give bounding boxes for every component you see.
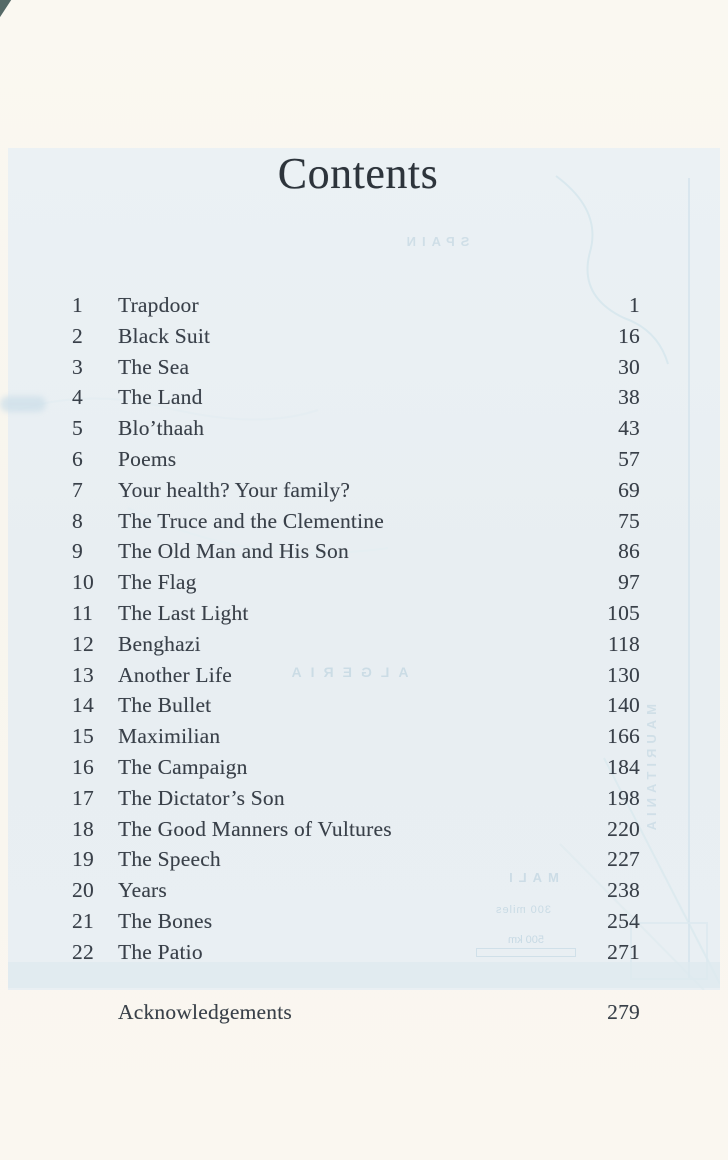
toc-row	[72, 444, 640, 475]
map-scale-km-label: 500 km	[507, 934, 545, 946]
toc-row	[72, 536, 640, 567]
page-title: Contents	[277, 149, 439, 198]
chapter-number: 21	[72, 908, 94, 933]
chapter-number: 5	[72, 416, 83, 441]
map-label-mauritania: MAURITANIA	[644, 704, 659, 836]
scan-corner-artifact	[0, 0, 14, 29]
chapter-page-number: 97	[618, 570, 640, 595]
chapter-title: The Flag	[118, 570, 197, 595]
chapter-number: 8	[72, 508, 83, 533]
chapter-number: 6	[72, 446, 83, 471]
toc-list	[72, 290, 640, 968]
chapter-page-number: 198	[607, 785, 640, 810]
chapter-title: The Sea	[118, 354, 190, 379]
chapter-page-number: 140	[607, 693, 640, 718]
chapter-number: 4	[72, 385, 83, 410]
chapter-title: Black Suit	[118, 323, 211, 348]
chapter-number: 1	[72, 293, 83, 317]
chapter-number: 17	[72, 785, 94, 810]
chapter-title: The Land	[118, 385, 203, 410]
chapter-number: 11	[72, 600, 94, 625]
map-label-mali: MALI	[503, 870, 559, 885]
chapter-title: The Speech	[118, 847, 221, 872]
left-edge-showthrough-smudge	[0, 396, 46, 412]
chapter-number: 16	[72, 754, 94, 779]
toc-row	[72, 906, 640, 937]
chapter-page-number: 57	[618, 446, 640, 471]
chapter-page-number: 30	[618, 354, 640, 379]
chapter-number: 19	[72, 847, 94, 872]
chapter-title: The Truce and the Clementine	[118, 508, 384, 533]
chapter-page-number: 16	[618, 323, 640, 348]
chapter-number: 22	[72, 939, 94, 964]
chapter-number: 2	[72, 323, 83, 348]
chapter-title: The Bones	[118, 908, 213, 933]
toc-row	[72, 629, 640, 660]
toc-row	[72, 321, 640, 352]
chapter-title: The Good Manners of Vultures	[118, 816, 392, 841]
toc-row	[72, 783, 640, 814]
chapter-page-number: 1	[629, 293, 640, 317]
chapter-page-number: 220	[607, 816, 640, 841]
chapter-page-number: 118	[607, 631, 640, 656]
toc-row	[72, 690, 640, 721]
chapter-number: 14	[72, 693, 94, 718]
chapter-number: 20	[72, 878, 94, 903]
chapter-title: The Last Light	[118, 600, 249, 625]
toc-row	[72, 290, 640, 321]
toc-row	[72, 752, 640, 783]
toc-row	[72, 413, 640, 444]
map-label-spain: SPAIN	[400, 234, 470, 249]
chapter-page-number: 105	[607, 600, 640, 625]
chapter-title: Another Life	[118, 662, 233, 687]
chapter-title: The Campaign	[118, 754, 248, 779]
back-matter-row	[72, 997, 640, 1028]
back-matter-list	[72, 997, 640, 1028]
chapter-title: The Patio	[118, 939, 203, 964]
toc-row	[72, 875, 640, 906]
toc-row	[72, 598, 640, 629]
chapter-page-number: 166	[607, 724, 640, 749]
toc-row	[72, 660, 640, 691]
map-label-algeria: ALGERIA	[282, 664, 409, 680]
chapter-page-number: 184	[607, 754, 640, 779]
chapter-title: Poems	[118, 446, 177, 471]
chapter-title: Years	[118, 878, 167, 903]
toc-row	[72, 937, 640, 968]
chapter-number: 10	[72, 570, 94, 595]
chapter-number: 13	[72, 662, 94, 687]
chapter-title: Blo’thaah	[118, 416, 205, 441]
toc-row	[72, 814, 640, 845]
chapter-title: Your health? Your family?	[118, 477, 351, 502]
chapter-page-number: 254	[607, 908, 640, 933]
chapter-number: 18	[72, 816, 94, 841]
toc-row	[72, 382, 640, 413]
chapter-title: The Bullet	[118, 693, 212, 718]
back-matter-number-spacer	[72, 997, 118, 1028]
chapter-page-number: 130	[607, 662, 640, 687]
chapter-title: The Dictator’s Son	[118, 785, 285, 810]
chapter-page-number: 86	[618, 539, 640, 564]
toc-row	[72, 506, 640, 537]
toc-row	[72, 475, 640, 506]
toc-row	[72, 352, 640, 383]
map-scale-miles-label: 300 miles	[494, 904, 552, 916]
chapter-page-number: 38	[618, 385, 640, 410]
chapter-title: The Old Man and His Son	[118, 539, 349, 564]
chapter-number: 9	[72, 539, 83, 564]
chapter-number: 12	[72, 631, 94, 656]
chapter-page-number: 271	[607, 939, 640, 964]
chapter-number: 7	[72, 477, 83, 502]
map-border-line	[688, 178, 690, 978]
chapter-page-number: 75	[618, 508, 640, 533]
chapter-page-number: 227	[607, 847, 640, 872]
toc-row	[72, 567, 640, 598]
chapter-page-number: 43	[618, 416, 640, 441]
chapter-page-number: 238	[607, 878, 640, 903]
chapter-page-number: 69	[618, 477, 640, 502]
chapter-number: 3	[72, 354, 83, 379]
toc-row	[72, 721, 640, 752]
chapter-title: Trapdoor	[118, 293, 199, 317]
chapter-title: Maximilian	[118, 724, 221, 749]
chapter-number: 15	[72, 724, 94, 749]
chapter-title: Benghazi	[118, 631, 201, 656]
toc-row	[72, 844, 640, 875]
acknowledgements-page-number: 279	[607, 1000, 640, 1024]
acknowledgements-title: Acknowledgements	[118, 1000, 292, 1024]
